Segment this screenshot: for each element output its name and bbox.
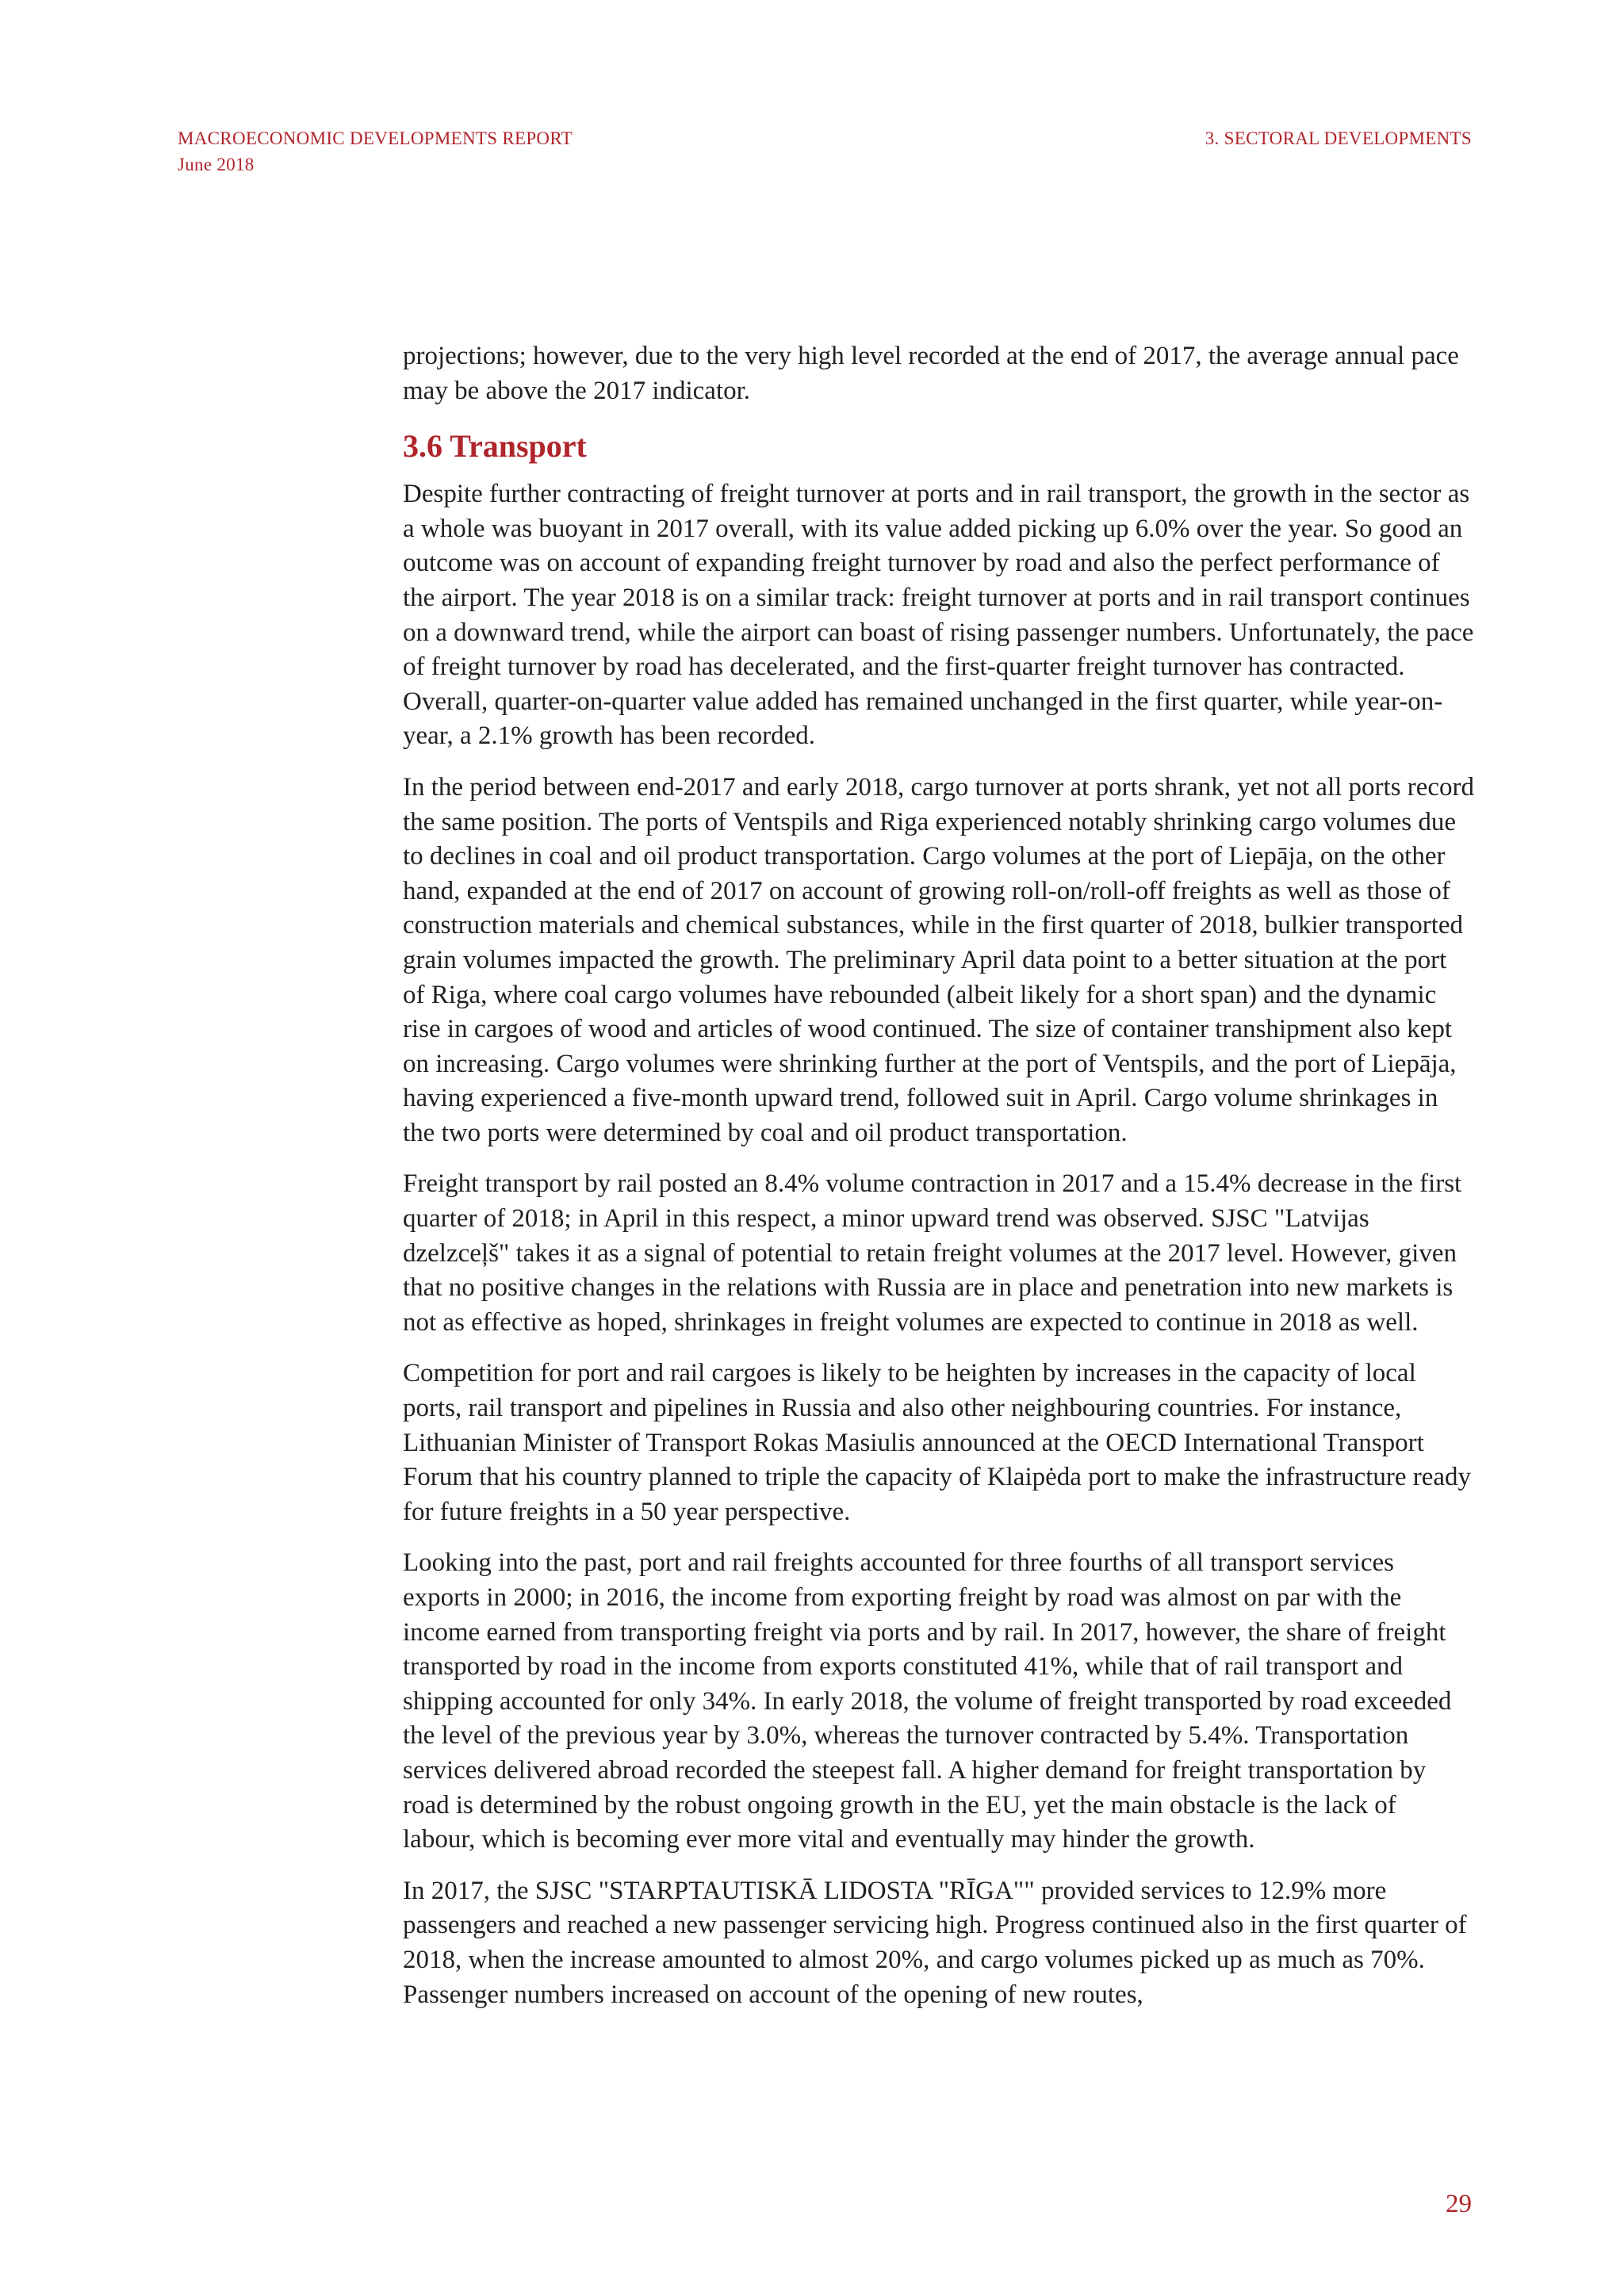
paragraph-airport: In 2017, the SJSC "STARPTAUTISKĀ LIDOSTA "RĪGA"" provided services to 12.9% more passengers and reached a new passenger servicing high. Progress continued also in the first quarter of 2018, when the increase amounted to almost 20%, and cargo volumes picked up as much as 70%. Passenger numbers increased on account of the opening of new routes, [403, 1876, 1467, 2009]
intro-paragraph: projections; however, due to the very high level recorded at the end of 2017, the average annual pace may be above the 2017 indicator. [403, 342, 1459, 405]
running-header-left [178, 125, 573, 178]
paragraph-overview: Despite further contracting of freight turnover at ports and in rail transport, the growth in the sector as a whole was buoyant in 2017 overall, with its value added picking up 6.0% over the year. So good an outcome was on account of expanding freight turnover by road and also the perfect performance of the airport. The year 2018 is on a similar track: freight turnover at ports and in rail transport continues on a downward trend, while the airport can boast of rising passenger numbers. Unfortunately, the pace of freight turnover by road has decelerated, and the first-quarter freight turnover has contracted. Overall, quarter-on-quarter value added has remained unchanged in the first quarter, while year-on-year, a 2.1% growth has been recorded. [403, 480, 1474, 751]
running-header-section: 3. SECTORAL DEVELOPMENTS [1205, 128, 1472, 148]
section-heading: 3.6 Transport [403, 428, 587, 465]
paragraph-road-freight: Looking into the past, port and rail freights accounted for three fourths of all transport services exports in 2000; in 2016, the income from exporting freight by road was almost on par with the income earned from transporting freight via ports and by rail. In 2017, however, the share of freight transported by road in the income from exports constituted 41%, while that of rail transport and shipping accounted for only 34%. In early 2018, the volume of freight transported by road exceeded the level of the previous year by 3.0%, whereas the turnover contracted by 5.4%. Transportation services delivered abroad recorded the steepest fall. A higher demand for freight transportation by road is determined by the robust ongoing growth in the EU, yet the main obstacle is the lack of labour, which is becoming ever more vital and eventually may hinder the growth. [403, 1548, 1452, 1854]
report-title: MACROECONOMIC DEVELOPMENTS REPORT [178, 128, 573, 148]
page-number: 29 [1446, 2190, 1472, 2218]
paragraph-ports: In the period between end-2017 and early 2018, cargo turnover at ports shrank, yet not all ports record the same position. The ports of Ventspils and Riga experienced notably shrinking cargo volumes due to declines in coal and oil product transportation. Cargo volumes at the port of Liepāja, on the other hand, expanded at the end of 2017 on account of growing roll-on/roll-off freights as well as those of construction materials and chemical substances, while in the first quarter of 2018, bulkier transported grain volumes impacted the growth. The preliminary April data point to a better situation at the port of Riga, where coal cargo volumes have rebounded (albeit likely for a short span) and the dynamic rise in cargoes of wood and articles of wood continued. The size of container transhipment also kept on increasing. Cargo volumes were shrinking further at the port of Ventspils, and the port of Liepāja, having experienced a five-month upward trend, followed suit in April. Cargo volume shrinkages in the two ports were determined by coal and oil product transportation. [403, 772, 1475, 1147]
page-body [403, 339, 1475, 2029]
paragraph-competition: Competition for port and rail cargoes is likely to be heighten by increases in the capacity of local ports, rail transport and pipelines in Russia and also other neighbouring countries. For instance, Lithuanian Minister of Transport Rokas Masiulis announced at the OECD International Transport Forum that his country planned to triple the capacity of Klaipėda port to make the infrastructure ready for future freights in a 50 year perspective. [403, 1359, 1472, 1526]
paragraph-rail: Freight transport by rail posted an 8.4% volume contraction in 2017 and a 15.4% decrease in the first quarter of 2018; in April in this respect, a minor upward trend was observed. SJSC "Latvijas dzelzceļš" takes it as a signal of potential to retain freight volumes at the 2017 level. However, given that no positive changes in the relations with Russia are in place and penetration into new markets is not as effective as hoped, shrinkages in freight volumes are expected to continue in 2018 as well. [403, 1169, 1462, 1337]
report-date: June 2018 [178, 155, 255, 174]
